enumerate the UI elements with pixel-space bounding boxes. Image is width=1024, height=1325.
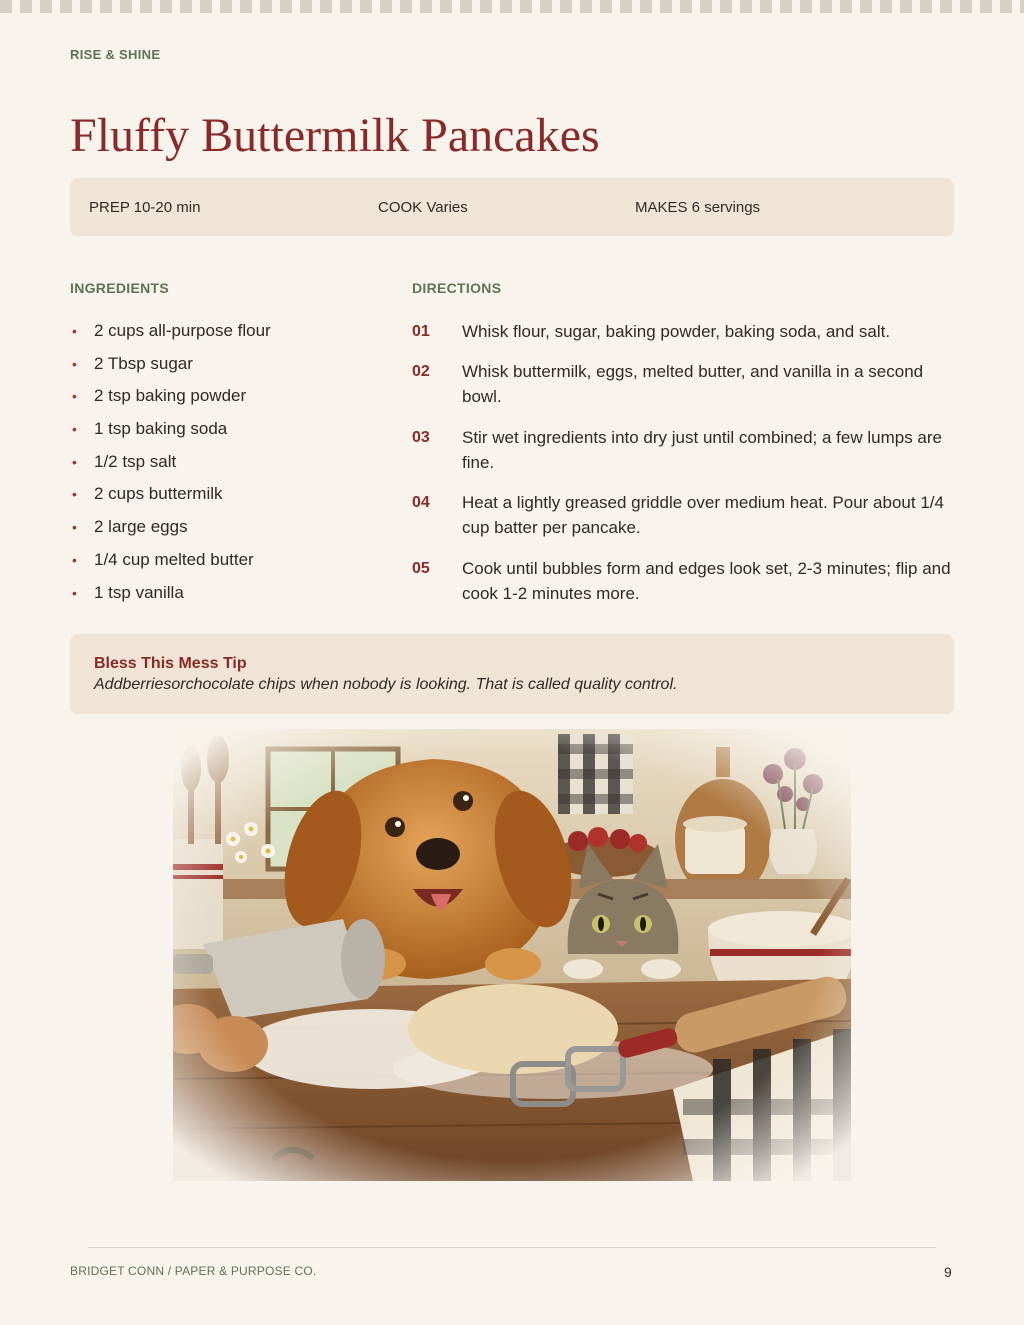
ingredient-text: 2 cups buttermilk xyxy=(94,484,223,504)
decorative-top-border xyxy=(0,0,1024,13)
step-number: 02 xyxy=(412,363,430,380)
bullet-icon: • xyxy=(72,453,77,470)
ingredient-item xyxy=(70,515,390,548)
step-text: Whisk buttermilk, eggs, melted butter, and vanilla in a second bowl. xyxy=(462,362,924,406)
direction-step xyxy=(412,319,957,359)
bullet-icon: • xyxy=(72,388,77,405)
step-number: 03 xyxy=(412,428,430,446)
directions-list xyxy=(412,319,957,606)
bullet-icon: • xyxy=(72,355,77,372)
ingredient-item xyxy=(70,482,390,515)
ingredient-text: 1 tsp baking soda xyxy=(94,419,228,439)
step-number: 04 xyxy=(412,494,430,511)
ingredient-text: 1/2 tsp salt xyxy=(94,451,177,471)
page-number: 9 xyxy=(944,1264,952,1280)
ingredient-text: 2 cups all-purpose flour xyxy=(94,321,271,340)
step-text: Whisk flour, sugar, baking powder, baking soda, and salt. xyxy=(462,322,891,341)
servings: MAKES 6 servings xyxy=(635,199,761,216)
step-text: Cook until bubbles form and edges look set, 2-3 minutes; flip and cook 1-2 minutes more. xyxy=(462,558,951,603)
directions-heading: DIRECTIONS xyxy=(412,280,502,296)
footer-divider xyxy=(88,1247,936,1248)
ingredient-item xyxy=(70,581,390,614)
step-number: 01 xyxy=(412,323,430,340)
ingredient-item xyxy=(70,384,390,417)
ingredient-item xyxy=(70,450,390,483)
step-text: Heat a lightly greased griddle over medium heat. Pour about 1/4 cup batter per pancake. xyxy=(462,493,944,537)
step-text: Stir wet ingredients into dry just until combined; a few lumps are fine. xyxy=(462,427,943,472)
ingredient-text: 1 tsp vanilla xyxy=(94,582,184,602)
direction-step xyxy=(412,359,957,425)
ingredient-item xyxy=(70,319,390,352)
tip-box xyxy=(70,634,954,714)
ingredient-text: 2 tsp baking powder xyxy=(94,386,247,406)
direction-step xyxy=(412,425,957,491)
ingredient-item xyxy=(70,548,390,581)
ingredients-heading: INGREDIENTS xyxy=(70,280,169,296)
bullet-icon: • xyxy=(72,486,77,503)
ingredient-item xyxy=(70,417,390,450)
direction-step xyxy=(412,490,957,556)
step-number: 05 xyxy=(412,559,430,577)
bullet-icon: • xyxy=(72,584,77,601)
recipe-title: Fluffy Buttermilk Pancakes xyxy=(70,109,600,162)
bullet-icon: • xyxy=(72,551,77,568)
recipe-meta-bar xyxy=(70,178,954,236)
bullet-icon: • xyxy=(72,323,77,339)
ingredient-text: 2 large eggs xyxy=(94,517,188,537)
cook-time: COOK Varies xyxy=(378,199,468,216)
tip-text: Addberriesorchocolate chips when nobody is looking. That is called quality control. xyxy=(94,676,678,693)
kitchen-illustration xyxy=(173,729,851,1181)
ingredients-list xyxy=(70,319,390,613)
prep-time: PREP 10-20 min xyxy=(89,199,201,216)
bullet-icon: • xyxy=(72,421,77,438)
ingredient-text: 2 Tbsp sugar xyxy=(94,353,193,373)
tip-title: Bless This Mess Tip xyxy=(94,655,247,672)
ingredient-item xyxy=(70,352,390,385)
footer-credit: BRIDGET CONN / PAPER & PURPOSE CO. xyxy=(70,1264,317,1278)
bullet-icon: • xyxy=(72,519,77,536)
direction-step xyxy=(412,556,957,606)
ingredient-text: 1/4 cup melted butter xyxy=(94,549,254,569)
section-label: RISE & SHINE xyxy=(70,47,161,62)
